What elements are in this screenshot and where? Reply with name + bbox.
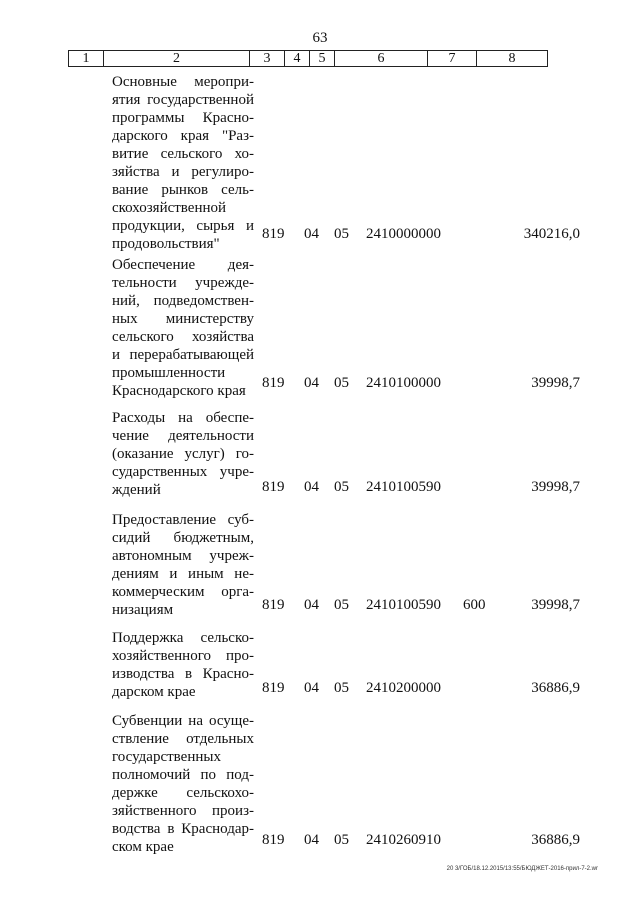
description-line: изводства в Красно- [112,666,254,682]
column-header-table [68,50,548,67]
subsection-code: 05 [334,479,349,495]
description-line: чение деятельности [112,428,254,444]
expense-type-code: 600 [463,597,486,613]
description-line: продовольствия" [112,236,220,252]
row-description [112,712,254,856]
subsection-code: 05 [334,375,349,391]
amount: 39998,7 [531,597,580,613]
table-row [0,409,640,496]
amount: 39998,7 [531,479,580,495]
header-col-5: 5 [310,51,335,67]
section-code: 04 [304,375,319,391]
section-code: 04 [304,832,319,848]
description-line: зяйственного произ- [112,803,254,819]
subsection-code: 05 [334,832,349,848]
header-col-1: 1 [69,51,104,67]
description-line: Обеспечение дея- [112,257,254,273]
target-article-code: 2410100590 [366,479,441,495]
table-row [0,73,640,252]
description-line: Поддержка сельско- [112,630,254,646]
page-number: 63 [312,30,328,46]
description-line: Предоставление суб- [112,512,254,528]
header-col-6: 6 [335,51,428,67]
admin-code: 819 [262,832,285,848]
header-col-2: 2 [104,51,250,67]
admin-code: 819 [262,226,285,242]
description-line: ний, подведомствен- [112,293,254,309]
subsection-code: 05 [334,226,349,242]
description-line: Субвенции на осуще- [112,713,254,729]
description-line: государственных [112,749,221,765]
footer-stamp: 20 3/ГОБ/18.12.2015/13:55/БЮДЖЕТ-2016-прил-7-2.wr [446,866,598,872]
target-article-code: 2410100590 [366,597,441,613]
description-line: скохозяйственной [112,200,227,216]
subsection-code: 05 [334,597,349,613]
header-col-7: 7 [428,51,477,67]
table-row [0,712,640,855]
subsection-code: 05 [334,680,349,696]
description-line: водства в Краснодар- [112,821,254,837]
description-line: сударственных учре- [112,464,254,480]
amount: 340216,0 [523,226,580,242]
row-description [112,256,254,400]
target-article-code: 2410200000 [366,680,441,696]
row-description [112,409,254,499]
description-line: программы Красно- [112,110,254,126]
description-line: сидий бюджетным, [112,530,254,546]
description-line: продукции, сырья и [112,218,254,234]
header-row [69,51,548,67]
description-line: ных министерству [112,311,254,327]
description-line: дарского края "Раз- [112,128,254,144]
description-line: низациям [112,602,174,618]
amount: 36886,9 [531,832,580,848]
description-line: и перерабатывающей [112,347,254,363]
description-line: Основные меропри- [112,74,254,90]
description-line: тельности учрежде- [112,275,254,291]
header-col-3: 3 [250,51,285,67]
description-line: хозяйственного про- [112,648,254,664]
description-line: ском крае [112,839,174,855]
header-col-8: 8 [477,51,548,67]
admin-code: 819 [262,680,285,696]
header-col-4: 4 [285,51,310,67]
amount: 36886,9 [531,680,580,696]
description-line: ждений [112,482,161,498]
row-description [112,629,254,701]
description-line: полномочий по под- [112,767,254,783]
description-line: зяйства и регулиро- [112,164,254,180]
section-code: 04 [304,479,319,495]
row-description [112,73,254,253]
description-line: дениям и иным не- [112,566,254,582]
admin-code: 819 [262,375,285,391]
table-row [0,629,640,700]
description-line: держке сельскохо- [112,785,254,801]
description-line: ятия государственной [112,92,254,108]
description-line: промышленности [112,365,226,381]
description-line: дарском крае [112,684,196,700]
description-line: (оказание услуг) го- [112,446,254,462]
description-line: ствление отдельных [112,731,254,747]
description-line: автономным учреж- [112,548,254,564]
amount: 39998,7 [531,375,580,391]
description-line: витие сельского хо- [112,146,254,162]
description-line: сельского хозяйства [112,329,254,345]
section-code: 04 [304,226,319,242]
section-code: 04 [304,597,319,613]
description-line: вание рынков сель- [112,182,254,198]
row-description [112,511,254,619]
section-code: 04 [304,680,319,696]
table-row [0,256,640,399]
target-article-code: 2410100000 [366,375,441,391]
target-article-code: 2410000000 [366,226,441,242]
admin-code: 819 [262,597,285,613]
description-line: Краснодарского края [112,383,246,399]
description-line: коммерческим орга- [112,584,254,600]
description-line: Расходы на обеспе- [112,410,254,426]
admin-code: 819 [262,479,285,495]
target-article-code: 2410260910 [366,832,441,848]
table-row [0,511,640,618]
